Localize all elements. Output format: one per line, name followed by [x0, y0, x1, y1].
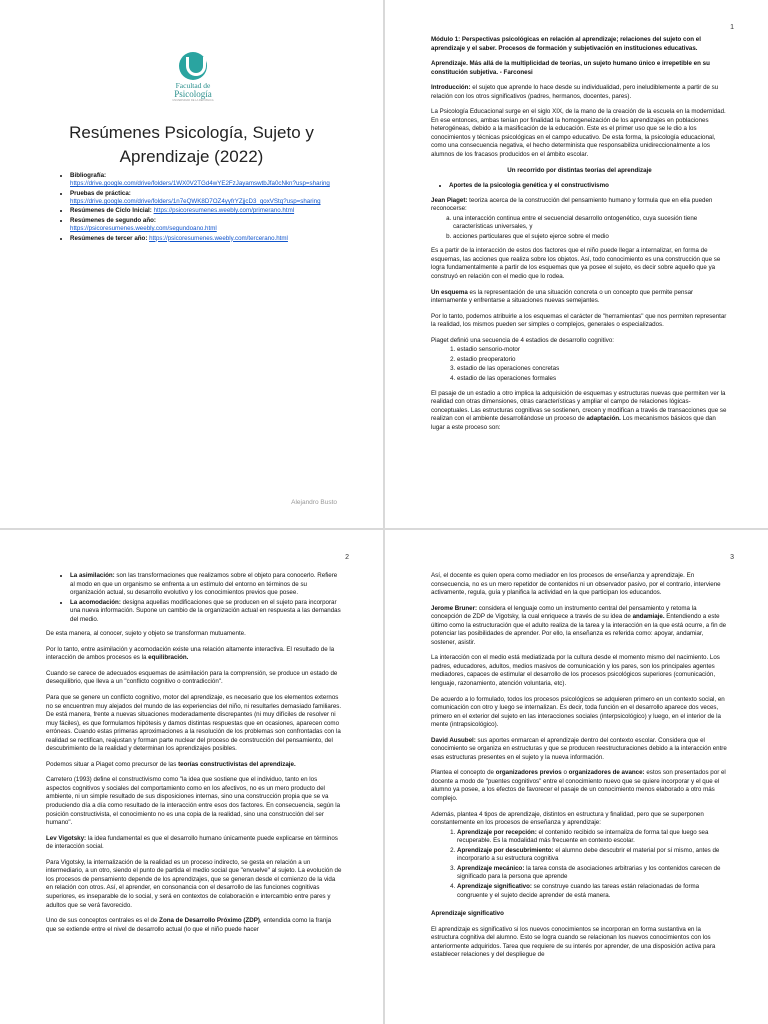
list-item	[70, 217, 339, 234]
page-2	[0, 530, 383, 1024]
term-label: La asimilación:	[70, 572, 115, 579]
paragraph: Carretero (1993) define el constructivismo como "la idea que sostiene que el individuo, tanto en los aspectos cognitivos y sociales del comportamiento como en los afectivos, no es un mero producto del ambiente, ni un simple resultado de sus disposiciones internas, sino una construcción propia que se va produciendo día a día como resultado de la interacción entre esos dos factores. En consecuencia, según la posición constructivista, el conocimiento no es una copia de la realidad, sino una construcción del ser humano".	[46, 776, 341, 827]
text-span: , entendida como la franja que se extiende entre el nivel de desarrollo actual (lo que el niño puede hacer	[46, 917, 332, 933]
module-heading: Módulo 1: Perspectivas psicológicas en relación al aprendizaje; relaciones del sujeto con el aprendizaje y el saber. Procesos de formación y subjetivación en instituciones educativas.	[431, 36, 701, 52]
list-item: • Aportes de la psicología genética y el constructivismo	[449, 182, 728, 191]
paragraph	[46, 917, 343, 934]
list-item	[457, 847, 728, 864]
paragraph	[431, 289, 728, 306]
logo-text-line2: Psicología	[174, 88, 212, 99]
alpha-list	[431, 215, 728, 242]
paragraph	[431, 390, 728, 433]
text-span: Los mecanismos básicos que dan lugar a este proceso son:	[431, 415, 716, 431]
list-item	[457, 829, 728, 846]
list-item	[70, 190, 339, 207]
paragraph	[431, 737, 728, 763]
list-item	[457, 883, 728, 900]
type-text: el contenido recibido se internaliza de forma tal que luego sea recuperable. Es la modalidad más frecuente en contexto escolar.	[457, 828, 709, 845]
list-item	[457, 865, 728, 882]
paragraph	[431, 84, 728, 101]
term-text: son las transformaciones que realizamos sobre el objeto para conocerlo. Refiere al modo en que un organismo se enfrenta a un estímulo del entorno en términos de su organización actual, su desarrollo evolutivo y los conocimientos previos que posee.	[70, 572, 338, 597]
list-item: 4. estadio de las operaciones formales	[457, 375, 728, 384]
list-item: a. una interacción continua entre el secuencial desarrollo ontogenético, cuya sucesión tiene características universales, y	[453, 215, 728, 232]
stages-list	[431, 346, 728, 383]
link-label: Bibliografía:	[70, 172, 107, 179]
logo-text-line3: UNIVERSIDAD DE LA REPÚBLICA	[172, 99, 214, 103]
second-year-link[interactable]: https://psicoresumenes.weebly.com/segundoano.html	[70, 225, 217, 233]
term-label: La acomodación:	[70, 598, 121, 606]
intro-text: el sujeto que aprende lo hace desde su individualidad, pero ineludiblemente a partir de su relación con los otros significativos (padres, hermanos, docentes, pares).	[431, 84, 719, 100]
list-item	[70, 207, 339, 215]
first-year-link[interactable]: https://psicoresumenes.weebly.com/primerano.html	[153, 207, 295, 215]
list-item	[70, 599, 343, 625]
text-span: Uno de sus conceptos centrales es el de	[46, 917, 160, 925]
logo-mark-icon	[179, 52, 207, 80]
list-item: b. acciones particulares que el sujeto ejerce sobre el medio	[453, 233, 728, 242]
paragraph	[431, 197, 728, 214]
intro-label: Introducción:	[431, 84, 471, 92]
link-label: Pruebas de práctica:	[70, 189, 131, 197]
paragraph	[431, 769, 728, 803]
text-span: El pasaje de un estadio a otro implica la adquisición de esquemas y estructuras nuevas que permiten ver la realidad con otras dimensiones, otras características y ampliar el campo de relaciones lógicas-conceptuales. Las estructuras cognitivas se sostienen, crecen y modifican a través de transacciones que se realizan con el ambiente desarrollándose un proceso de	[431, 389, 727, 423]
type-label: Aprendizaje significativo:	[457, 882, 532, 890]
type-label: Aprendizaje por recepción:	[457, 828, 537, 836]
type-text: se construye cuando las tareas están relacionadas de forma congruente y el sujeto decide aprender de está manera.	[457, 882, 700, 899]
paragraph: Es a partir de la interacción de estos dos factores que el niño puede llegar a internalizar, en forma de esquemas, las acciones que realiza sobre los objetos. Así, todo conocimiento es una construcción que se logra fundamentalmente a partir de los esquemas que ya posee el sujeto, es decir sobre aquello que ya construyó en relación con el medio que lo rodea.	[431, 247, 721, 281]
paragraph: El aprendizaje es significativo si los nuevos conocimientos se incorporan en forma sustantiva en la estructura cognitiva del alumno. Esto se logra cuando se relacionan los nuevos conocimientos con los anteriormente adquiridos. Tarea que requiere de su interés por aprender, de una disposición activa para establecer relaciones y del despliegue de	[431, 925, 716, 959]
learning-types-list	[431, 829, 728, 900]
text-span: estos son presentados por el docente a modo de "puentes cognitivos" entre el conocimiento nuevo que se quiere incorporar y el que el alumno ya posee, a los efectos de favorecer el pasaje de un conocimiento menos elaborado a otro más complejo.	[431, 769, 726, 803]
ausubel-text: sus aportes enmarcan el aprendizaje dentro del contexto escolar. Considera que el conocimiento se organiza en estructuras y que se producen reestructuraciones debido a la interacción entre esas estructuras presentes en el sujeto y la nueva información.	[431, 736, 727, 761]
page-3	[385, 530, 768, 1024]
piaget-label: Jean Piaget:	[431, 196, 468, 204]
esquema-text: es la representación de una situación concreta o un concepto que permite pensar internamente y enfrentarse a situaciones nuevas semejantes.	[431, 288, 694, 305]
bold-term: andamiaje.	[632, 613, 665, 621]
paragraph: Cuando se carece de adecuados esquemas de asimilación para la comprensión, se produce un estado de desequilibrio, que lleva a un "conflicto cognitivo o contradicción".	[46, 669, 338, 686]
page-body	[431, 36, 728, 439]
paragraph: Para Vigotsky, la internalización de la realidad es un proceso indirecto, se gesta en relación a un intermediario, a un otro, siendo el punto de partida el medio social que "envuelve" al sujeto. La evolución de los procesos de pensamiento depende de los aprendizajes, que se generan desde el comienzo de la vida en relación con otros. Así, el aprender, en consonancia con el desarrollo de las funciones cognitivas superiores, es inseparable de lo social, y será en contextos de colaboración e intercambio entre pares y adultos que se verá favorecido.	[46, 858, 342, 909]
paragraph: Piaget definió una secuencia de 4 estadios de desarrollo cognitivo:	[431, 336, 614, 344]
bold-term: adaptación.	[586, 415, 621, 423]
paragraph	[46, 761, 343, 770]
text-span: considera el lenguaje como un instrumento central del pensamiento y retoma la concepción de ZDP de Vigotsky, la cual enriquece a través de su idea de	[431, 604, 697, 621]
bold-term: teorías constructivistas del aprendizaje.	[178, 760, 296, 768]
paragraph: Así, el docente es quien opera como mediador en los procesos de enseñanza y aprendizaje. En consecuencia, no es un mero repetidor de contenidos ni un observador pasivo, por el contrario, interviene activamente, regula, guía y planifica la actividad en la que participan los educandos.	[431, 572, 721, 597]
paragraph	[46, 835, 343, 852]
document-title: Resúmenes Psicología, Sujeto y Aprendizaje (2022)	[69, 123, 314, 166]
page-1	[385, 0, 768, 528]
link-label: Resúmenes de Ciclo Inicial:	[70, 207, 152, 215]
list-item	[70, 172, 339, 189]
cover-page	[0, 0, 383, 528]
type-label: Aprendizaje mecánico:	[457, 864, 525, 872]
page-body	[46, 572, 343, 941]
bold-term: Zona de Desarrollo Próximo (ZDP)	[159, 917, 260, 925]
text-span: Por lo tanto, entre asimilación y acomodación existe una relación altamente interactiva. El resultado de la interacción de ambos procesos es la	[46, 645, 335, 662]
third-year-link[interactable]: https://psicoresumenes.weebly.com/tercerano.html	[149, 234, 288, 242]
text-span: Podemos situar a Piaget como precursor de las	[46, 760, 179, 768]
paragraph: Para que se genere un conflicto cognitivo, motor del aprendizaje, es necesario que los elementos externos no se encuentren muy alejados del mundo de las experiencias del niño, ni resultarles demasiado familiares. De está manera, frente a nuevas situaciones moderadamente discrepantes (ni muy difíciles de resolver ni muy fáciles), es que formulamos hipótesis y damos distintas respuestas que en ocasiones, aparecen como erróneas. Cuando estas primeras aproximaciones a la resolución de los problemas son confrontadas con la realidad se rectifican, reajustan y forman parte nuclear del proceso de construcción del pensamiento, del descubrimiento de la realidad y determinan los aprendizajes posibles.	[46, 694, 342, 753]
paragraph	[431, 605, 728, 648]
section-title: Un recorrido por distintas teorías del aprendizaje	[507, 166, 652, 174]
list-item	[70, 572, 343, 598]
paragraph: La Psicología Educacional surge en el siglo XIX, de la mano de la creación de la escuela en la modernidad. En ese entonces, ambas tenían por finalidad la homogeneización de los aprendizajes en poblaciones heterogéneas, debido a la masificación de la educación. Este es el primer uso que se le dio a los conocimientos y técnicas psicológicas en el campo educativo. De esta forma, la psicología educacional, como una consecuencia negativa, el hecho determinista que responsabiliza unidireccionalmente a los alumnos de los fracasos producidos en el ámbito escolar.	[431, 108, 726, 159]
logo-text-line1: Facultad de	[175, 81, 211, 90]
list-item: 3. estadio de las operaciones concretas	[457, 365, 728, 374]
page-body	[431, 572, 728, 967]
page-number: 1	[730, 24, 734, 31]
ausubel-label: David Ausubel:	[431, 736, 476, 744]
text-span: o	[561, 769, 569, 777]
paragraph: Por lo tanto, podemos atribuirle a los esquemas el carácter de "herramientas" que nos permiten representar la realidad, los mismos pueden ser simples o complejos, generales o especializados.	[431, 312, 727, 329]
faculty-logo	[166, 52, 220, 102]
practice-tests-link[interactable]: https://drive.google.com/drive/folders/1n7eQWK8D7OZ4yyfrYZjjcD3_qoxVStq?usp=sharing	[70, 198, 321, 206]
list-item: 2. estadio preoperatorio	[457, 356, 728, 365]
link-label: Resúmenes de segundo año:	[70, 216, 156, 224]
type-text: el alumno debe descubrir el material por sí mismo, antes de incorporarlo a su estructura cognitiva	[457, 846, 720, 863]
paragraph: De acuerdo a lo formulado, todos los procesos psicológicos se adquieren primero en un contexto social, en comunicación con otro y luego se internalizan. Es decir, toda función en el desarrollo aparece dos veces, primero en el exterior del sujeto en las interacciones sociales (interpsicológico) y luego, en el interior de la mente (intrapsicológico).	[431, 695, 725, 729]
list-item: 1. estadio sensorio-motor	[457, 346, 728, 355]
bibliography-link[interactable]: https://drive.google.com/drive/folders/1WX0V2TGd4wYE2FzJayamswtbJfa0cNkn?usp=sharing	[70, 180, 330, 188]
vigotsky-label: Lev Vigotsky:	[46, 834, 87, 842]
page-number: 3	[730, 554, 734, 561]
text-span: Plantea el concepto de	[431, 769, 496, 777]
bold-term: equilibración.	[148, 654, 189, 662]
vigotsky-text: la idea fundamental es que el desarrollo humano únicamente puede explicarse en términos de interacción social.	[46, 834, 338, 851]
bold-term: organizadores previos	[495, 769, 562, 777]
section-subheading: Aprendizaje significativo	[431, 910, 504, 918]
text-span: Entendiendo a este último como la estructuración que el adulto realiza de la tarea y la interacción en la que está ocurre, a fin de potenciar las posibilidades de aprender. Por ello, la enseñanza es referida como: apoyar, andamiar, sostener, asistir.	[431, 613, 727, 646]
piaget-text: teoriza acerca de la construcción del pensamiento humano y formula que en ella pueden reconocerse:	[431, 196, 713, 213]
paragraph	[46, 646, 343, 663]
link-label: Resúmenes de tercer año:	[70, 234, 148, 242]
term-text: designa aquellas modificaciones que se producen en el sujeto para incorporar una nueva información. Supone un cambio de la organización actual en respuesta a las demandas del medio.	[70, 598, 341, 623]
author-name: Alejandro Busto	[291, 499, 337, 506]
page-number: 2	[345, 554, 349, 561]
paragraph: De esta manera, al conocer, sujeto y objeto se transforman mutuamente.	[46, 630, 246, 638]
type-label: Aprendizaje por descubrimiento:	[457, 846, 554, 854]
bullet-list	[46, 572, 343, 624]
list-item	[70, 235, 339, 243]
esquema-label: Un esquema	[431, 288, 468, 296]
section-subheading: Aprendizaje. Más allá de la multiplicidad de teorías, un sujeto humano único e irrepetible en su constitución subjetiva. - Farconesi	[431, 60, 710, 76]
paragraph: La interacción con el medio está mediatizada por la cultura desde el momento mismo del nacimiento. Los padres, educadores, adultos, medios masivos de comunicación y los pares, son los principales agentes mediadores, capaces de estimular el desarrollo de los procesos psicológicos superiores (comunicación, lenguaje, razonamiento, atención voluntaria, etc).	[431, 654, 720, 688]
bruner-label: Jerome Bruner:	[431, 604, 478, 612]
bullet-list	[431, 182, 728, 191]
bold-term: organizadores de avance:	[568, 769, 645, 777]
paragraph: Además, plantea 4 tipos de aprendizaje, distintos en estructura y finalidad, pero que se superponen constantemente en los procesos de enseñanza y aprendizaje:	[431, 810, 704, 827]
type-text: la tarea consta de asociaciones arbitrarias y los contenidos carecen de significado para la persona que aprende	[457, 864, 721, 881]
resource-links-list	[52, 172, 339, 249]
